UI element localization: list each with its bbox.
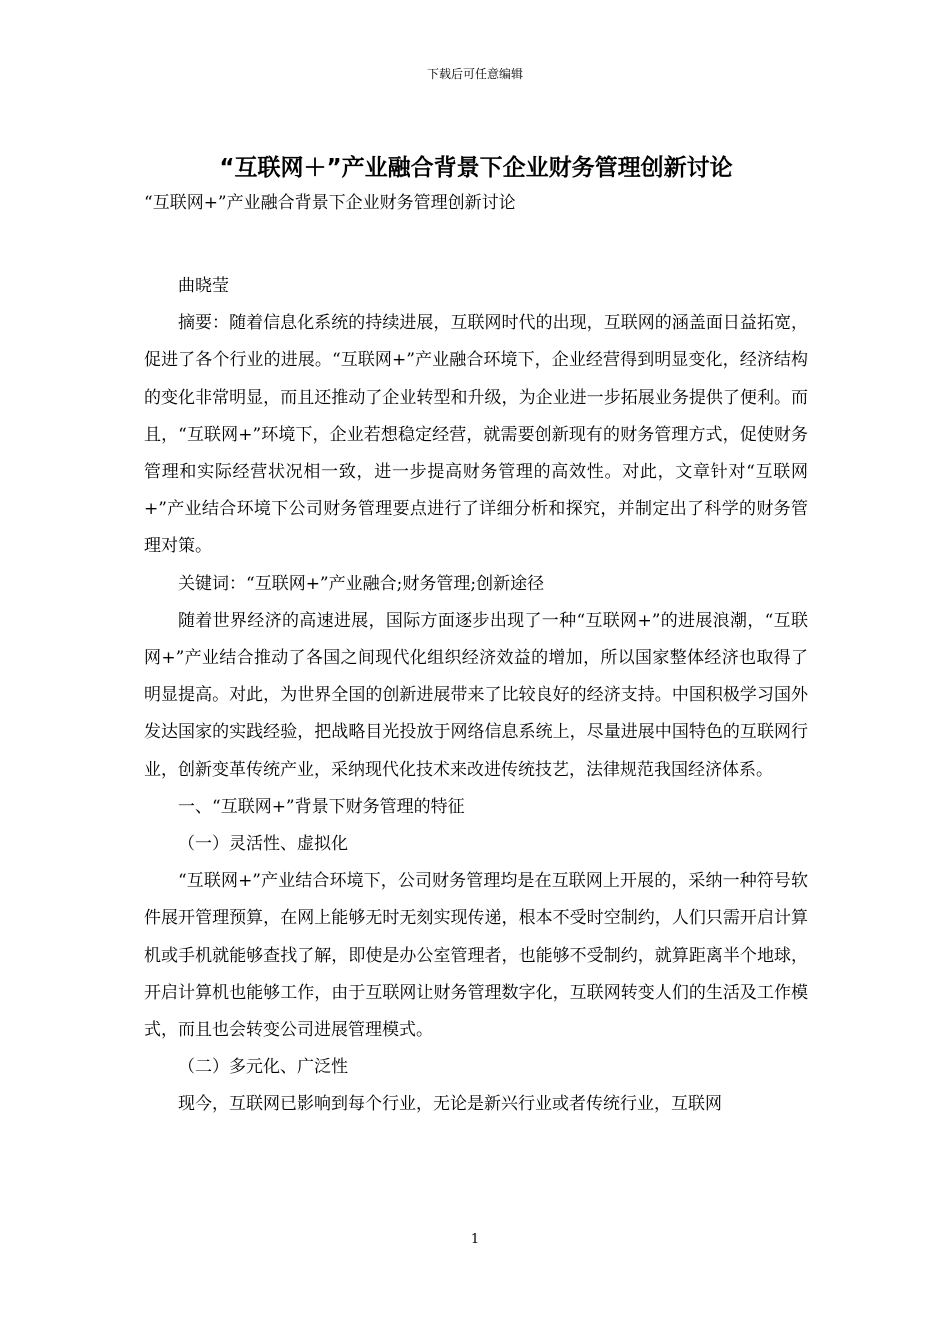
document-subtitle: “互联网+”产业融合背景下企业财务管理创新讨论	[144, 193, 516, 213]
blank-line	[144, 218, 808, 268]
body-paragraph: 现今，互联网已影响到每个行业，无论是新兴行业或者传统行业，互联网	[178, 1094, 722, 1115]
subsection-heading: （二）多元化、广泛性	[178, 1057, 348, 1078]
intro-paragraph: 随着世界经济的高速进展，国际方面逐步出现了一种“互联网+”的进展浪潮，“互联网+”产业结合推动了各国之间现代化组织经济效益的增加，所以国家整体经济也取得了明显提高。对此，为世界全国的创新进展带来了比较良好的经济支持。中国积极学习国外发达国家的实践经验，把战略目光投放于网络信息系统上，尽量进展中国特色的互联网行业，创新变革传统产业，采纳现代化技术来改进传统技艺，法律规范我国经济体系。	[144, 610, 808, 780]
author-name: 曲晓莹	[178, 276, 229, 296]
body-paragraph: “互联网+”产业结合环境下，公司财务管理均是在互联网上开展的，采纳一种符号软件展开管理预算，在网上能够无时无刻实现传递，根本不受时空制约，人们只需开启计算机或手机就能够查找了解，即使是办公室管理者，也能够不受制约，就算距离半个地球，开启计算机也能够工作，由于互联网让财务管理数字化，互联网转变人们的生活及工作模式，而且也会转变公司进展管理模式。	[144, 871, 808, 1041]
document-body	[144, 148, 808, 1124]
subsection-heading: （一）灵活性、虚拟化	[178, 834, 348, 855]
header-note: 下载后可任意编辑	[426, 67, 523, 81]
document-title: “互联网＋”产业融合背景下企业财务管理创新讨论	[219, 155, 733, 181]
page-number: 1	[470, 1232, 480, 1247]
section-heading: 一、“互联网+”背景下财务管理的特征	[178, 796, 465, 817]
abstract-paragraph: 摘要：随着信息化系统的持续进展，互联网时代的出现，互联网的涵盖面日益拓宽，促进了各个行业的进展。“互联网+”产业融合环境下，企业经营得到明显变化，经济结构的变化非常明显，而且还推动了企业转型和升级，为企业进一步拓展业务提供了便利。而且，“互联网+”环境下，企业若想稳定经营，就需要创新现有的财务管理方式，促使财务管理和实际经营状况相一致，进一步提高财务管理的高效性。对此，文章针对“互联网+”产业结合环境下公司财务管理要点进行了详细分析和探究，并制定出了科学的财务管理对策。	[144, 313, 808, 557]
keywords-paragraph: 关键词：“互联网+”产业融合;财务管理;创新途径	[178, 573, 545, 594]
